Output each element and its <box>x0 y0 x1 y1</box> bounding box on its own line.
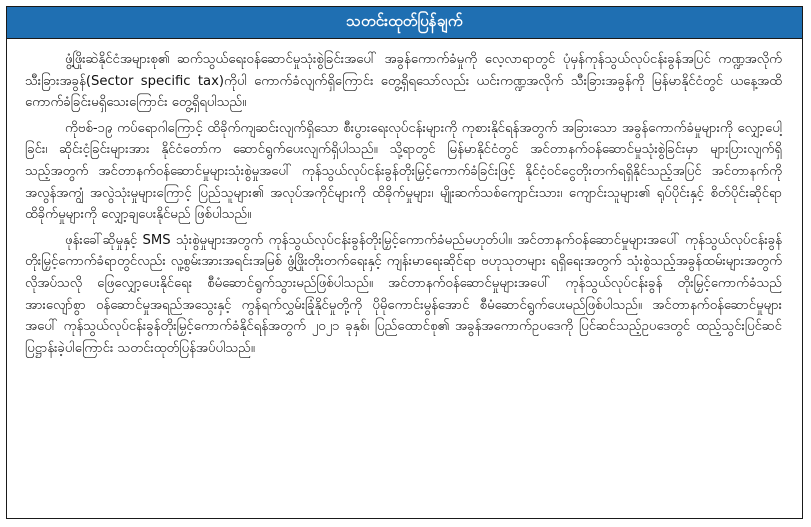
notice-header <box>7 7 802 39</box>
notice-paragraph-2: ကိုဗစ်-၁၉ ကပ်ရောဂါကြောင့် ထိခိုက်ကျဆင်းလျက်ရှိသော စီးပွားရေးလုပ်ငန်းများကို ကုစားနိုင်ရန်အတွက် အခြားသော အခွန်ကောက်ခံမှုများကို လျှော့ပေါ့ခြင်း၊ ဆိုင်းငံ့ခြင်းများအား နိုင်ငံတော်က ဆောင်ရွက်ပေးလျက်ရှိပါသည်။ သို့ရာတွင် မြန်မာနိုင်ငံတွင် အင်တာနက်ဝန်ဆောင်မှုသုံးစွဲခြင်းမှာ များပြားလျက်ရှိသည့်အတွက် အင်တာနက်ဝန်ဆောင်မှုများသုံးစွဲမှုအပေါ် ကုန်သွယ်လုပ်ငန်းခွန်တိုးမြှင့်ကောက်ခံခြင်းဖြင့် နိုင်ငံ့ဝင်ငွေတိုးတက်ရရှိနိုင်သည့်အပြင် အင်တာနက်ကို အလွန်အကျွံ အလွဲသုံးမှုများကြောင့် ပြည်သူများ၏ အလုပ်အကိုင်များကို ထိခိုက်မှုများ၊ မျိုးဆက်သစ်ကျောင်းသား၊ ကျောင်းသူများ၏ ရုပ်ပိုင်းနှင့် စိတ်ပိုင်းဆိုင်ရာ ထိခိုက်မှုများကို လျှော့ချပေးနိုင်မည် ဖြစ်ပါသည်။ <box>25 120 782 223</box>
notice-paragraph-3: ဖုန်းခေါ်ဆိုမှုနှင့် SMS သုံးစွဲမှုများအတွက် ကုန်သွယ်လုပ်ငန်းခွန်တိုးမြှင့်ကောက်ခံမည်မဟုတ်ပါ။ အင်တာနက်ဝန်ဆောင်မှုများအပေါ် ကုန်သွယ်လုပ်ငန်းခွန် တိုးမြှင့်ကောက်ခံရာတွင်လည်း လူ့စွမ်းအားအရင်းအမြစ် ဖွံ့ဖြိုးတိုးတက်ရေးနှင့် ကျန်းမာရေးဆိုင်ရာ ဗဟုသုတများ ရရှိရေးအတွက် သုံးစွဲသည့်အခွန်ထမ်းများအတွက် လိုအပ်သလို ဖြေလျှော့ပေးနိုင်ရေး စီမံဆောင်ရွက်သွားမည်ဖြစ်ပါသည်။ အင်တာနက်ဝန်ဆောင်မှုများအပေါ် ကုန်သွယ်လုပ်ငန်းခွန် တိုးမြှင့်ကောက်ခံသည်အားလျော်စွာ ဝန်ဆောင်မှုအရည်အသွေးနှင့် ကွန်ရက်လွှမ်းခြုံနိုင်မှုတို့ကို ပိုမိုကောင်းမွန်အောင် စီမံဆောင်ရွက်ပေးမည်ဖြစ်ပါသည်။ အင်တာနက်ဝန်ဆောင်မှုများအပေါ် ကုန်သွယ်လုပ်ငန်းခွန်တိုးမြှင့်ကောက်ခံနိုင်ရန်အတွက် ၂၀၂၁ ခုနှစ်၊ ပြည်ထောင်စု၏ အခွန်အကောက်ဥပဒေကို ပြင်ဆင်သည့်ဥပဒေတွင် ထည့်သွင်းပြင်ဆင်ပြဋ္ဌာန်းခဲ့ပါကြောင်း သတင်းထုတ်ပြန်အပ်ပါသည်။ <box>25 232 782 356</box>
notice-paragraph-1: ဖွံ့ဖြိုးဆဲနိုင်ငံအများစု၏ ဆက်သွယ်ရေးဝန်ဆောင်မှုသုံးစွဲခြင်းအပေါ် အခွန်ကောက်ခံမှုကို လေ့လာရာတွင် ပုံမှန်ကုန်သွယ်လုပ်ငန်းခွန်အပြင် ကဏ္ဍအလိုက် သီးခြားအခွန်(Sector specific tax)ကိုပါ ကောက်ခံလျက်ရှိကြောင်း တွေ့ရှိရသော်လည်း ယင်းကဏ္ဍအလိုက် သီးခြားအခွန်ကို မြန်မာနိုင်ငံတွင် ယနေ့အထိကောက်ခံခြင်းမရှိသေးကြောင်း တွေ့ရှိရပါသည်။ <box>25 52 782 111</box>
notice-body <box>7 39 802 369</box>
notice-title: သတင်းထုတ်ပြန်ချက် <box>346 11 463 30</box>
notice-panel <box>6 6 803 519</box>
